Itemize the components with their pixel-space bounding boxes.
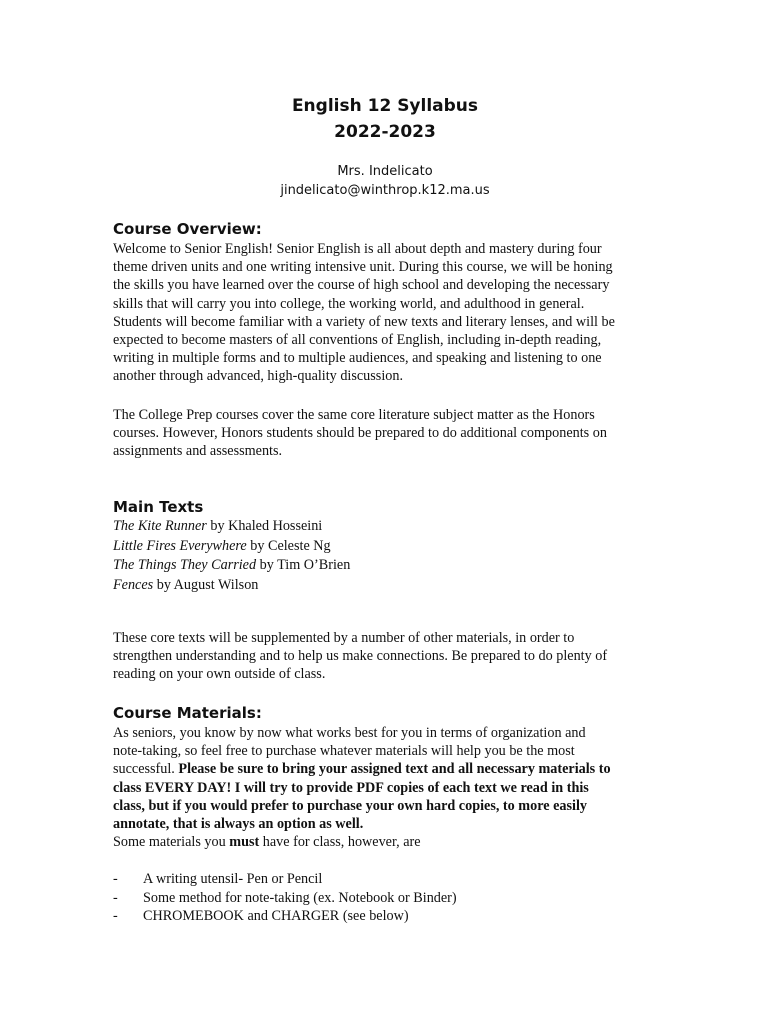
list-item-text: CHROMEBOOK and CHARGER (see below) — [143, 908, 409, 924]
bold-text: must — [229, 834, 260, 851]
bold-text: Please be sure to bring your assigned text and all necessary materials to — [178, 761, 611, 778]
book-entry — [113, 556, 350, 576]
paragraph-line — [113, 797, 658, 815]
book-entry — [113, 576, 350, 596]
paragraph-line: assignments and assessments. — [113, 443, 283, 460]
list-dash: - — [113, 889, 118, 906]
paragraph-line: writing in multiple forms and to multiple audiences, and speaking and listening to one — [113, 350, 602, 367]
book-author: by Tim O’Brien — [256, 557, 351, 573]
paragraph-line: the skills you have learned over the course of high school and developing the necessary — [113, 277, 610, 294]
book-title: Fences — [113, 576, 154, 593]
paragraph-line: These core texts will be supplemented by a number of other materials, in order to — [113, 630, 575, 646]
paragraph-line — [113, 760, 658, 778]
paragraph-line: The College Prep courses cover the same core literature subject matter as the Honors — [113, 407, 595, 423]
teacher-name: Mrs. Indelicato — [337, 164, 433, 179]
list-item-text: A writing utensil- Pen or Pencil — [143, 871, 323, 887]
paragraph-line: As seniors, you know by now what works best for you in terms of organization and — [113, 725, 586, 741]
paragraph-line — [113, 779, 658, 797]
paragraph-line: skills that will carry you into college, the working world, and adulthood in general. — [113, 295, 585, 312]
paragraph-line: strengthen understanding and to help us make connections. Be prepared to do plenty of — [113, 648, 608, 665]
school-year: 2022-2023 — [334, 122, 436, 142]
paragraph-line: theme driven units and one writing intensive unit. During this course, we will be honing — [113, 259, 613, 276]
teacher-email: jindelicato@winthrop.k12.ma.us — [280, 183, 490, 198]
paragraph-line: another through advanced, high-quality discussion. — [113, 368, 403, 385]
list-item-text: Some method for note-taking (ex. Notebook or Binder) — [143, 889, 457, 906]
paragraph-line: expected to become masters of all conventions of English, including in-depth reading, — [113, 332, 602, 349]
bold-text: class EVERY DAY! I will try to provide PDF copies of each text we read in this — [113, 779, 589, 796]
bold-text: class, but if you would prefer to purchase your own hard copies, to more easily — [113, 797, 587, 814]
main-texts-heading: Main Texts — [113, 498, 204, 516]
paragraph-line — [113, 815, 658, 833]
document-title: English 12 Syllabus — [291, 96, 479, 116]
college-prep-paragraph — [113, 406, 658, 461]
course-overview-paragraph — [113, 240, 658, 386]
paragraph-line: reading on your own outside of class. — [113, 666, 326, 683]
book-author: by Celeste Ng — [246, 537, 331, 554]
book-title: Little Fires Everywhere — [113, 537, 247, 554]
paragraph-line: note-taking, so feel free to purchase whatever materials will help you be the most — [113, 743, 575, 760]
plain-text: have for class, however, are — [259, 834, 421, 851]
plain-text: successful. — [113, 761, 179, 778]
list-dash: - — [113, 908, 118, 924]
main-texts-note — [113, 629, 658, 684]
paragraph-line: courses. However, Honors students should be prepared to do additional components on — [113, 425, 607, 442]
paragraph-line — [113, 833, 658, 851]
course-overview-heading: Course Overview: — [113, 220, 262, 238]
course-materials-heading: Course Materials: — [113, 704, 262, 722]
course-materials-paragraph — [113, 724, 658, 851]
bold-text: annotate, that is always an option as well. — [113, 816, 364, 833]
book-title: The Kite Runner — [113, 518, 207, 534]
main-texts-list — [113, 517, 350, 595]
paragraph-line: Students will become familiar with a variety of new texts and literary lenses, and will be — [113, 313, 615, 330]
book-entry — [113, 537, 350, 557]
book-entry — [113, 517, 350, 537]
plain-text: Some materials you — [113, 834, 230, 851]
book-title: The Things They Carried — [113, 557, 257, 573]
book-author: by Khaled Hosseini — [206, 518, 323, 534]
book-author: by August Wilson — [153, 576, 259, 593]
paragraph-line: Welcome to Senior English! Senior English is all about depth and mastery during four — [113, 241, 602, 257]
list-dash: - — [113, 871, 118, 887]
